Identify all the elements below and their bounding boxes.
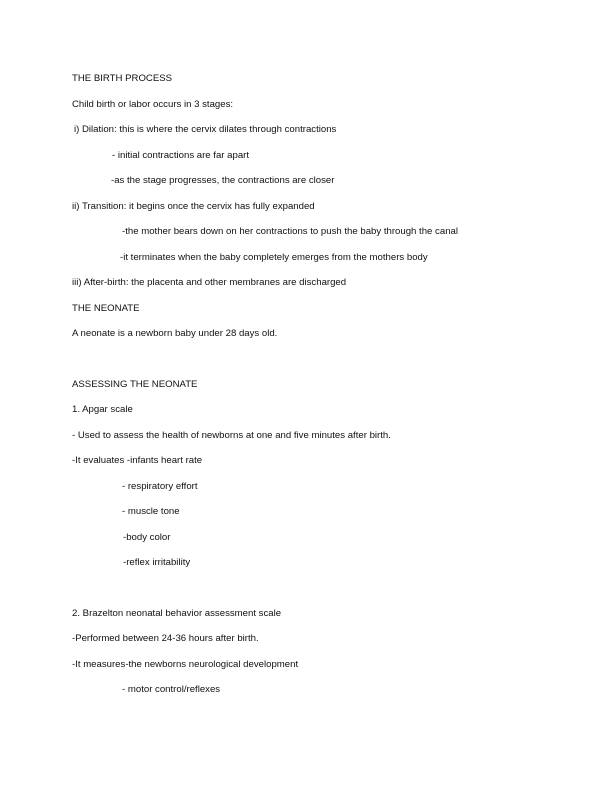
transition-note-1: -the mother bears down on her contractions to push the baby through the canal xyxy=(122,226,458,237)
apgar-item-muscle: - muscle tone xyxy=(122,506,180,517)
brazelton-timing: -Performed between 24-36 hours after birth. xyxy=(72,633,259,644)
brazelton-title: 2. Brazelton neonatal behavior assessment scale xyxy=(72,608,282,619)
dilation-note-2: -as the stage progresses, the contractions are closer xyxy=(111,175,335,186)
transition-note-2: -it terminates when the baby completely emerges from the mothers body xyxy=(120,252,428,263)
apgar-item-color: -body color xyxy=(123,532,171,543)
apgar-title: 1. Apgar scale xyxy=(72,404,133,415)
brazelton-measures: -It measures-the newborns neurological development xyxy=(72,659,299,670)
dilation-note-1: - initial contractions are far apart xyxy=(112,150,250,161)
apgar-use: - Used to assess the health of newborns at one and five minutes after birth. xyxy=(72,430,391,441)
birth-process-heading: THE BIRTH PROCESS xyxy=(72,73,173,84)
neonate-definition: A neonate is a newborn baby under 28 days old. xyxy=(72,328,278,339)
stage-transition: ii) Transition: it begins once the cervix has fully expanded xyxy=(72,201,315,212)
birth-process-intro: Child birth or labor occurs in 3 stages: xyxy=(72,99,234,110)
brazelton-item-motor: - motor control/reflexes xyxy=(122,684,221,695)
stage-dilation: i) Dilation: this is where the cervix dilates through contractions xyxy=(74,124,337,135)
apgar-evaluates: -It evaluates -infants heart rate xyxy=(72,455,203,466)
stage-after-birth: iii) After-birth: the placenta and other membranes are discharged xyxy=(72,277,347,288)
apgar-item-respiratory: - respiratory effort xyxy=(122,481,198,492)
assessing-heading: ASSESSING THE NEONATE xyxy=(72,379,198,390)
apgar-item-reflex: -reflex irritability xyxy=(123,557,191,568)
neonate-heading: THE NEONATE xyxy=(72,303,140,314)
